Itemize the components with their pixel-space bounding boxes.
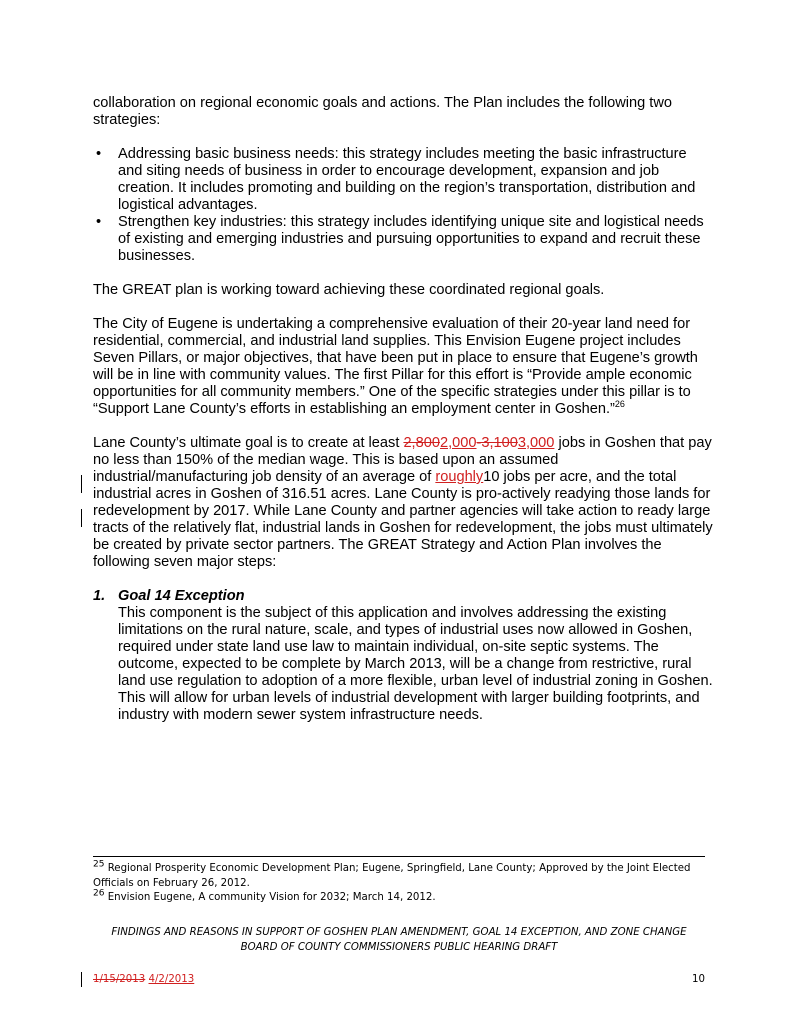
revision-bar	[81, 972, 82, 987]
goal-number: 1.	[93, 588, 106, 604]
great-plan-paragraph: The GREAT plan is working toward achieving these coordinated regional goals.	[93, 282, 605, 298]
inserted-text: 3,000	[517, 435, 555, 451]
lane-text: 10 jobs per acre, and the total industrial acres in Goshen of 316.51 acres. Lane County is pro-actively readying those lands for redevelopment by 2017. While Lane County and partner agencies will take action to ready large tracts of the relatively flat, industrial lands in Goshen for redevelopment, the jobs must ultimately be created by private sector partners. The GREAT Strategy and Action Plan involves the following seven major steps:	[93, 469, 713, 570]
footnote-divider	[93, 856, 705, 857]
strategy-text: Addressing basic business needs: this strategy includes meeting the basic infrastructure and siting needs of business in order to encourage development, expansion and job creation. It includes promoting and building on the region’s transportation, distribution and logistical advantages.	[118, 146, 696, 213]
goal-title: Goal 14 Exception	[118, 588, 245, 604]
draft-date	[93, 972, 194, 987]
inserted-date: 4/2/2013	[148, 974, 195, 985]
inserted-text: roughly	[435, 469, 484, 485]
eugene-paragraph	[93, 316, 713, 418]
list-item	[93, 214, 713, 265]
strategy-list	[93, 146, 713, 265]
list-item	[93, 146, 713, 214]
inserted-text: 2,000	[439, 435, 477, 451]
lane-text: jobs in Goshen that pay no less than 150% of the median wage. This is based upon an assumed industrial/manufacturing job density of an average of	[93, 435, 712, 485]
deleted-date: 1/15/2013	[93, 974, 146, 985]
page-footer	[93, 925, 705, 955]
footnote-number: 25	[93, 859, 105, 870]
footnote-ref: 26	[614, 399, 625, 410]
footnote-text: Regional Prosperity Economic Development Plan; Eugene, Springfield, Lane County; Approved by the Joint Elected Officials on February 26, 2012.	[93, 863, 691, 889]
strategy-text: Strengthen key industries: this strategy includes identifying unique site and logistical needs of existing and emerging industries and pursuing opportunities to expand and recruit these businesses.	[118, 214, 704, 264]
revision-bar	[81, 475, 82, 493]
footnote-number: 26	[93, 888, 105, 899]
footnotes	[93, 859, 705, 906]
eugene-text: The City of Eugene is undertaking a comprehensive evaluation of their 20-year land need for residential, commercial, and industrial land supplies. This Envision Eugene project includes Seven Pillars, or major objectives, that have been put in place to ensure that Eugene’s growth will be in line with community values. The first Pillar for this effort is “Provide ample economic opportunities for all community members.” One of the specific strategies under this pillar is to “Support Lane County’s efforts in establishing an employment center in Goshen.”	[93, 316, 698, 417]
lane-text: Lane County’s ultimate goal is to create at least	[93, 435, 404, 451]
footer-line-1: FINDINGS AND REASONS IN SUPPORT OF GOSHEN PLAN AMENDMENT, GOAL 14 EXCEPTION, AND ZONE CHANGE	[111, 927, 687, 938]
footer-line-2: BOARD OF COUNTY COMMISSIONERS PUBLIC HEARING DRAFT	[240, 942, 558, 953]
intro-paragraph: collaboration on regional economic goals and actions. The Plan includes the following two strategies:	[93, 95, 672, 128]
footnote	[93, 888, 705, 906]
page-number: 10	[692, 974, 705, 985]
bullet-icon: •	[96, 146, 102, 162]
lane-county-paragraph	[93, 435, 713, 571]
bullet-icon: •	[96, 214, 102, 230]
deleted-text: 2,800	[403, 435, 440, 451]
footnote	[93, 859, 705, 891]
goal-heading	[93, 588, 713, 605]
page-body	[93, 95, 713, 724]
revision-bar	[81, 509, 82, 527]
goal-body: This component is the subject of this application and involves addressing the existing limitations on the rural nature, scale, and types of industrial uses now allowed in Goshen, required under state land use law to maintain individual, on-site septic systems. The outcome, expected to be complete by March 2013, will be a change from restrictive, rural land use regulation to adoption of a more flexible, urban level of industrial zoning in Goshen. This will allow for urban levels of industrial development with larger building footprints, and industry with modern sewer system infrastructure needs.	[118, 605, 713, 723]
footnote-text: Envision Eugene, A community Vision for 2032; March 14, 2012.	[104, 892, 436, 903]
deleted-text: -3,100	[476, 435, 518, 451]
